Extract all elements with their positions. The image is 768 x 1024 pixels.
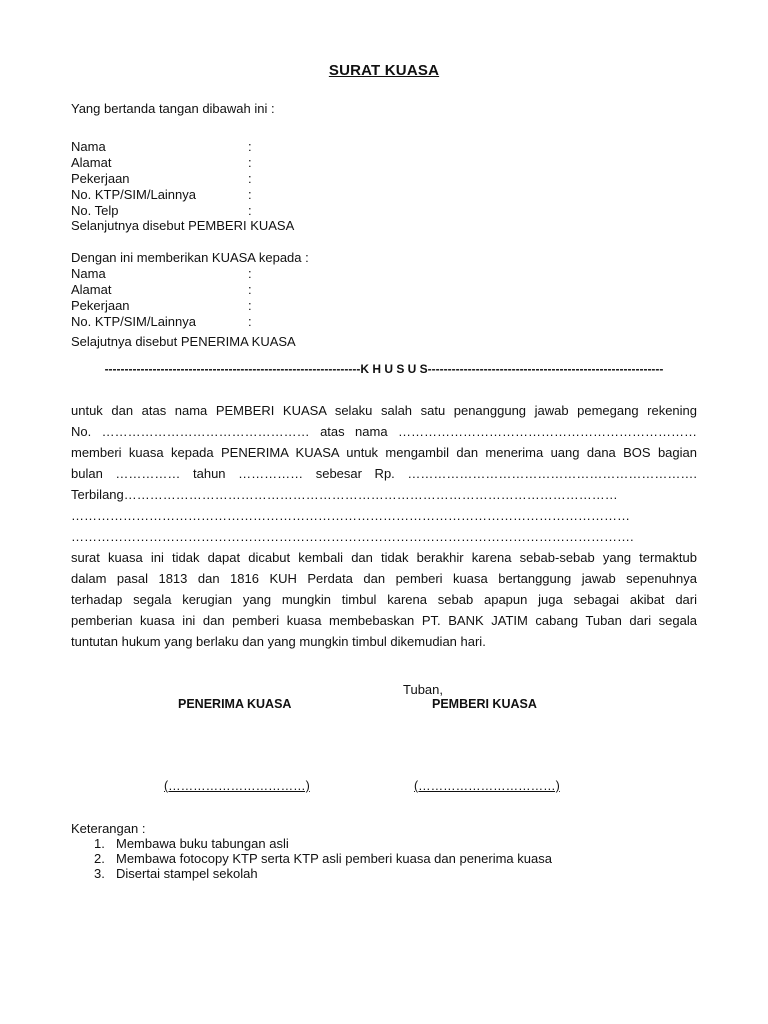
body-line: surat kuasa ini tidak dapat dicabut kembali dan tidak berakhir karena sebab-sebab yang termaktub bbox=[71, 550, 697, 565]
field-label: Pekerjaan bbox=[71, 171, 130, 186]
body-line: memberi kuasa kepada PENERIMA KUASA untuk mengambil dan menerima uang dana BOS bagian bbox=[71, 445, 697, 460]
list-text: Membawa buku tabungan asli bbox=[116, 836, 289, 851]
list-number: 3. bbox=[94, 866, 105, 881]
field-colon: : bbox=[248, 187, 252, 202]
field-label: No. KTP/SIM/Lainnya bbox=[71, 314, 196, 329]
body-line: No. ………………………………………… atas nama …………………………………………………………… bbox=[71, 424, 697, 439]
pemberi-field-telp bbox=[71, 203, 271, 219]
field-colon: : bbox=[248, 298, 252, 313]
field-colon: : bbox=[248, 266, 252, 281]
body-line: dalam pasal 1813 dan 1816 KUH Perdata dan pemberi kuasa bertanggung jawab sepenuhnya bbox=[71, 571, 697, 586]
list-item bbox=[71, 836, 552, 851]
body-line: untuk dan atas nama PEMBERI KUASA selaku salah satu penanggung jawab pemegang rekening bbox=[71, 403, 697, 418]
list-text: Membawa fotocopy KTP serta KTP asli pemberi kuasa dan penerima kuasa bbox=[116, 851, 552, 866]
list-item bbox=[71, 866, 552, 881]
pemberi-field-alamat bbox=[71, 155, 271, 171]
field-colon: : bbox=[248, 314, 252, 329]
body-line: ………………………………………………………………………………………………………………… bbox=[71, 508, 630, 523]
list-number: 1. bbox=[94, 836, 105, 851]
body-line: Terbilang…………………………………………………………………………………………………… bbox=[71, 487, 618, 502]
body-line: …………………………………………………………………………………………………………………. bbox=[71, 529, 634, 544]
field-colon: : bbox=[248, 139, 252, 154]
penerima-field-pekerjaan bbox=[71, 298, 271, 314]
body-line: pemberian kuasa ini dan pemberi kuasa membebaskan PT. BANK JATIM cabang Tuban dari segala bbox=[71, 613, 697, 628]
body-line: bulan …………… tahun …………… sebesar Rp. …………………………………………………………. bbox=[71, 466, 697, 481]
field-label: No. Telp bbox=[71, 203, 119, 218]
penerima-field-alamat bbox=[71, 282, 271, 298]
pemberi-caption: Selanjutnya disebut PEMBERI KUASA bbox=[71, 218, 295, 233]
field-colon: : bbox=[248, 171, 252, 186]
khusus-divider: ----------------------------------------------------------------K H U S U S----------------------------------------------------------- bbox=[104, 362, 664, 376]
field-label: Nama bbox=[71, 139, 106, 154]
pemberi-field-ktp bbox=[71, 187, 271, 203]
field-colon: : bbox=[248, 282, 252, 297]
penerima-field-nama bbox=[71, 266, 271, 282]
body-line: terhadap segala kerugian yang mungkin timbul karena sebab apapun juga sebagai akibat dari bbox=[71, 592, 697, 607]
list-text: Disertai stampel sekolah bbox=[116, 866, 258, 881]
body-paragraph bbox=[71, 400, 697, 652]
pemberi-field-nama bbox=[71, 139, 271, 155]
field-label: Nama bbox=[71, 266, 106, 281]
field-label: No. KTP/SIM/Lainnya bbox=[71, 187, 196, 202]
pemberi-field-pekerjaan bbox=[71, 171, 271, 187]
field-label: Alamat bbox=[71, 155, 112, 170]
intro-text: Yang bertanda tangan dibawah ini : bbox=[71, 101, 275, 116]
signature-place: Tuban, bbox=[403, 682, 443, 697]
pemberi-kuasa-label: PEMBERI KUASA bbox=[432, 697, 537, 711]
penerima-caption: Selajutnya disebut PENERIMA KUASA bbox=[71, 334, 296, 349]
list-item bbox=[71, 851, 552, 866]
list-number: 2. bbox=[94, 851, 105, 866]
field-label: Alamat bbox=[71, 282, 112, 297]
body-line: tuntutan hukum yang berlaku dan yang mungkin timbul dikemudian hari. bbox=[71, 634, 486, 649]
document-title: SURAT KUASA bbox=[328, 62, 440, 79]
notes-list bbox=[71, 836, 552, 881]
pemberi-signature-line: (……………………………) bbox=[414, 779, 560, 793]
field-colon: : bbox=[248, 203, 252, 218]
penerima-field-ktp bbox=[71, 314, 271, 330]
penerima-signature-line: (……………………………) bbox=[164, 779, 310, 793]
penerima-kuasa-label: PENERIMA KUASA bbox=[178, 697, 292, 711]
field-colon: : bbox=[248, 155, 252, 170]
notes-title: Keterangan : bbox=[71, 821, 146, 836]
field-label: Pekerjaan bbox=[71, 298, 130, 313]
penerima-intro: Dengan ini memberikan KUASA kepada : bbox=[71, 250, 309, 265]
